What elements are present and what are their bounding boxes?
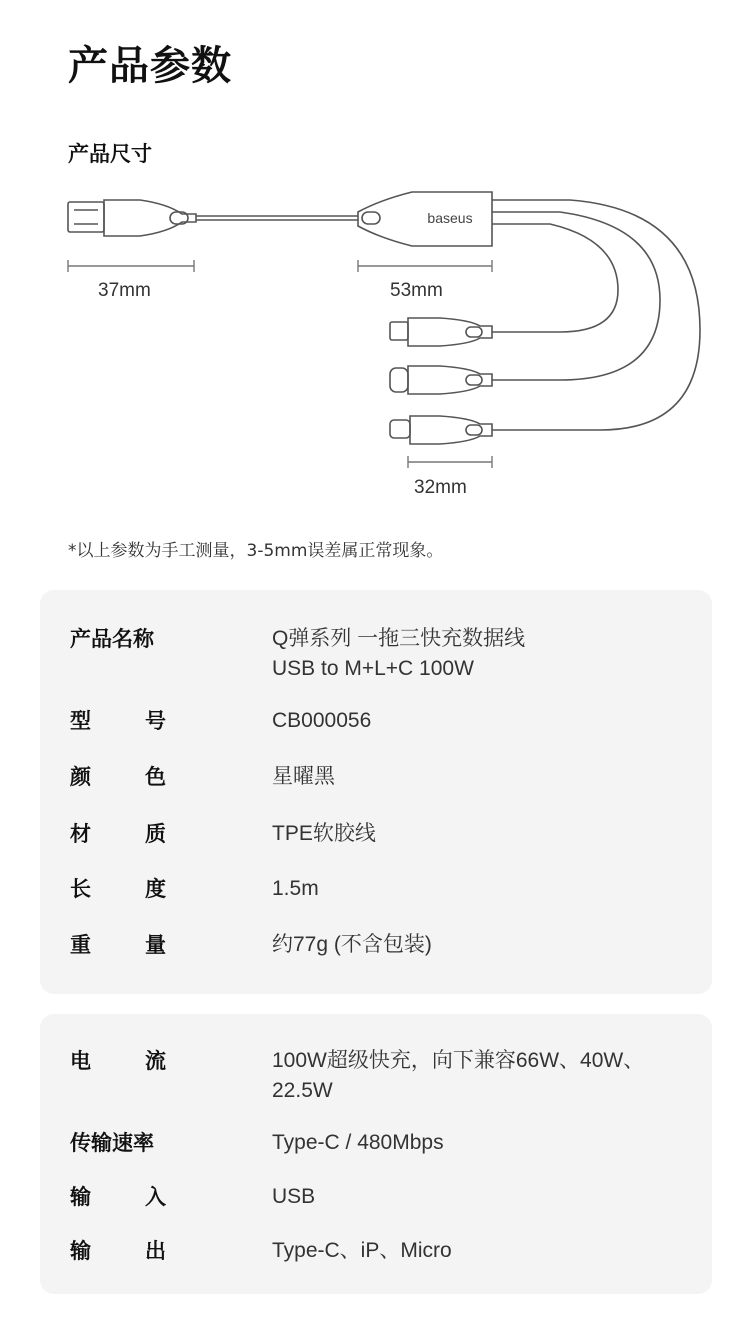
dim-splitter: 53mm: [390, 280, 443, 301]
spec-label: 颜 色: [70, 765, 166, 789]
spec-label: 产品名称: [70, 627, 154, 651]
spec-label: 电 流: [70, 1049, 166, 1073]
micro-usb-icon: [390, 322, 408, 340]
usb-head-body: [104, 200, 196, 236]
spec-value: 约77g (不含包装): [272, 933, 432, 956]
brand-logo: baseus: [427, 210, 473, 226]
spec-value: 星曜黑: [272, 765, 335, 788]
spec-value: CB000056: [272, 709, 372, 732]
spec-value: 1.5m: [272, 877, 319, 900]
page-title: 产品参数: [68, 43, 232, 89]
measurement-note: *以上参数为手工测量，3-5mm误差属正常现象。: [68, 541, 444, 561]
spec-label: 输 出: [70, 1239, 166, 1263]
dim-usb-head: 37mm: [98, 280, 151, 301]
spec-value: Q弹系列 一拖三快充数据线 USB to M+L+C 100W: [272, 627, 526, 680]
lightning-icon: [390, 420, 410, 438]
dim-output-head: 32mm: [414, 477, 467, 498]
spec-value: USB: [272, 1185, 316, 1208]
section-title: 产品尺寸: [68, 142, 152, 166]
spec-value: TPE软胶线: [272, 822, 376, 845]
cable-diagram: [0, 0, 750, 520]
spec-label: 输 入: [70, 1185, 166, 1209]
spec-label: 材 质: [70, 822, 166, 846]
spec-value: 100W超级快充，向下兼容66W、40W、 22.5W: [272, 1049, 645, 1102]
spec-label: 传输速率: [70, 1131, 154, 1155]
spec-value: Type-C、iP、Micro: [272, 1239, 452, 1262]
spec-label: 长 度: [70, 877, 166, 901]
type-c-icon: [390, 368, 408, 392]
spec-label: 型 号: [70, 709, 166, 733]
spec-label: 重 量: [70, 933, 166, 957]
spec-value: Type-C / 480Mbps: [272, 1131, 444, 1154]
spec-card-electrical: [40, 1014, 712, 1294]
spec-card-basic: [40, 590, 712, 994]
usb-a-plug-icon: [68, 202, 104, 232]
